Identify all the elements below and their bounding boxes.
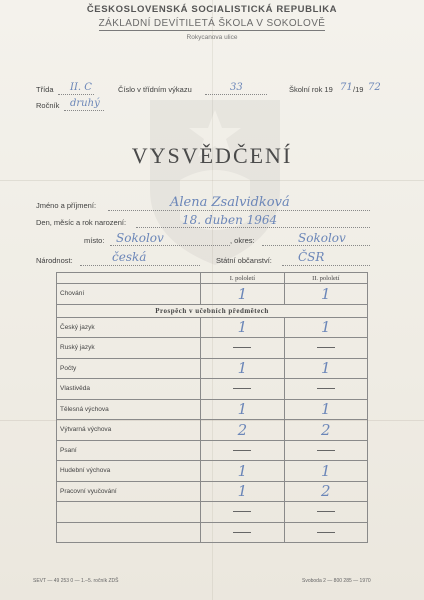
behavior-grade-1: 1 [201, 284, 284, 305]
subject-grade-1 [201, 502, 284, 523]
empty-grade-dash [317, 532, 335, 533]
header-blank-cell [57, 273, 201, 284]
narodnost-label: Národnost: [36, 256, 73, 265]
subject-name: Hudební výchova [57, 461, 201, 482]
misto-label: místo: [84, 236, 105, 245]
empty-grade-dash [233, 450, 251, 451]
school-street: Rokycanova ulice [186, 34, 238, 41]
behavior-row [57, 284, 368, 305]
birth-label: Den, měsíc a rok narození: [36, 218, 127, 227]
rocnik-line [64, 110, 104, 111]
subject-grade-1 [201, 522, 284, 543]
cislo-value: 33 [230, 82, 243, 93]
misto-line [110, 245, 230, 246]
document-title: VYSVĚDČENÍ [131, 143, 293, 168]
footer-right: Svoboda 2 — 800 285 — 1970 [302, 578, 371, 584]
table-row [57, 440, 368, 461]
table-row [57, 379, 368, 400]
subject-grade-2: 2 [284, 481, 367, 502]
subject-grade-1: 1 [201, 358, 284, 379]
table-header-row [57, 273, 368, 284]
obcanstvi-value: ČSR [298, 250, 325, 264]
subject-grade-1: 1 [201, 481, 284, 502]
subject-grade-2 [284, 522, 367, 543]
table-row [57, 358, 368, 379]
birth-line [136, 227, 370, 228]
section-heading: Prospěch v učebních předmětech [57, 304, 368, 317]
subject-name: Tělesná výchova [57, 399, 201, 420]
behavior-grade-2: 1 [284, 284, 367, 305]
header-second-term: II. pololetí [284, 273, 367, 284]
rocnik-label: Ročník [36, 101, 60, 110]
section-heading-row [57, 304, 368, 317]
subject-grade-2 [284, 338, 367, 359]
empty-grade-dash [317, 511, 335, 512]
subject-rows [57, 317, 368, 543]
empty-grade-dash [233, 347, 251, 348]
subject-name [57, 502, 201, 523]
table-row [57, 420, 368, 441]
rocnik-value: druhý [70, 98, 100, 109]
subject-grade-1: 1 [201, 399, 284, 420]
school-name: ZÁKLADNÍ DEVÍTILETÁ ŠKOLA V SOKOLOVĚ [98, 18, 326, 29]
narodnost-line [80, 265, 200, 266]
subject-grade-2: 1 [284, 461, 367, 482]
cislo-line [205, 94, 267, 95]
subject-name [57, 522, 201, 543]
subject-name: Pracovní vyučování [57, 481, 201, 502]
obcanstvi-label: Státní občanství: [216, 256, 272, 265]
name-line [108, 210, 370, 211]
republic-heading: ČESKOSLOVENSKÁ SOCIALISTICKÁ REPUBLIKA [86, 4, 338, 15]
subject-grade-2 [284, 379, 367, 400]
subject-grade-1: 1 [201, 317, 284, 338]
okres-label: , okres: [230, 236, 255, 245]
name-value: Alena Zsalvidková [170, 195, 290, 210]
table-row [57, 481, 368, 502]
subject-grade-1 [201, 338, 284, 359]
subject-grade-1: 2 [201, 420, 284, 441]
misto-value: Sokolov [116, 231, 164, 245]
empty-grade-dash [317, 347, 335, 348]
skolni-rok-label: Školní rok 19 [289, 85, 333, 94]
footer-left: SEVT — 49 253 0 — 1.–5. ročník ZDŠ [33, 578, 119, 584]
empty-grade-dash [233, 532, 251, 533]
subject-grade-1 [201, 440, 284, 461]
trida-value: II. C [70, 82, 92, 93]
empty-grade-dash [317, 450, 335, 451]
subject-name: Vlastivěda [57, 379, 201, 400]
okres-value: Sokolov [298, 231, 346, 245]
header-first-term: I. pololetí [201, 273, 284, 284]
subject-grade-2 [284, 440, 367, 461]
subject-grade-2: 1 [284, 358, 367, 379]
table-row [57, 461, 368, 482]
table-row [57, 522, 368, 543]
behavior-label: Chování [57, 284, 201, 305]
subject-grade-2 [284, 502, 367, 523]
subject-name: Výtvarná výchova [57, 420, 201, 441]
table-row [57, 317, 368, 338]
subject-grade-2: 1 [284, 317, 367, 338]
cislo-label: Číslo v třídním výkazu [118, 85, 192, 94]
subject-name: Psaní [57, 440, 201, 461]
grades-table [56, 272, 368, 543]
empty-grade-dash [317, 388, 335, 389]
subject-name: Český jazyk [57, 317, 201, 338]
trida-line [58, 94, 94, 95]
name-label: Jméno a příjmení: [36, 201, 97, 210]
birth-value: 18. duben 1964 [182, 213, 278, 227]
subject-name: Ruský jazyk [57, 338, 201, 359]
narodnost-value: česká [112, 250, 147, 264]
subject-grade-1 [201, 379, 284, 400]
obcanstvi-line [282, 265, 370, 266]
subject-name: Počty [57, 358, 201, 379]
trida-label: Třída [36, 85, 54, 94]
table-row [57, 399, 368, 420]
skolni-rok-from: 71 [340, 82, 353, 93]
skolni-rok-to: 72 [368, 82, 381, 93]
empty-grade-dash [233, 511, 251, 512]
subject-grade-2: 2 [284, 420, 367, 441]
table-row [57, 502, 368, 523]
table-row [57, 338, 368, 359]
skolni-rok-sep: /19 [353, 85, 364, 94]
okres-line [262, 245, 370, 246]
subject-grade-2: 1 [284, 399, 367, 420]
subject-grade-1: 1 [201, 461, 284, 482]
empty-grade-dash [233, 388, 251, 389]
